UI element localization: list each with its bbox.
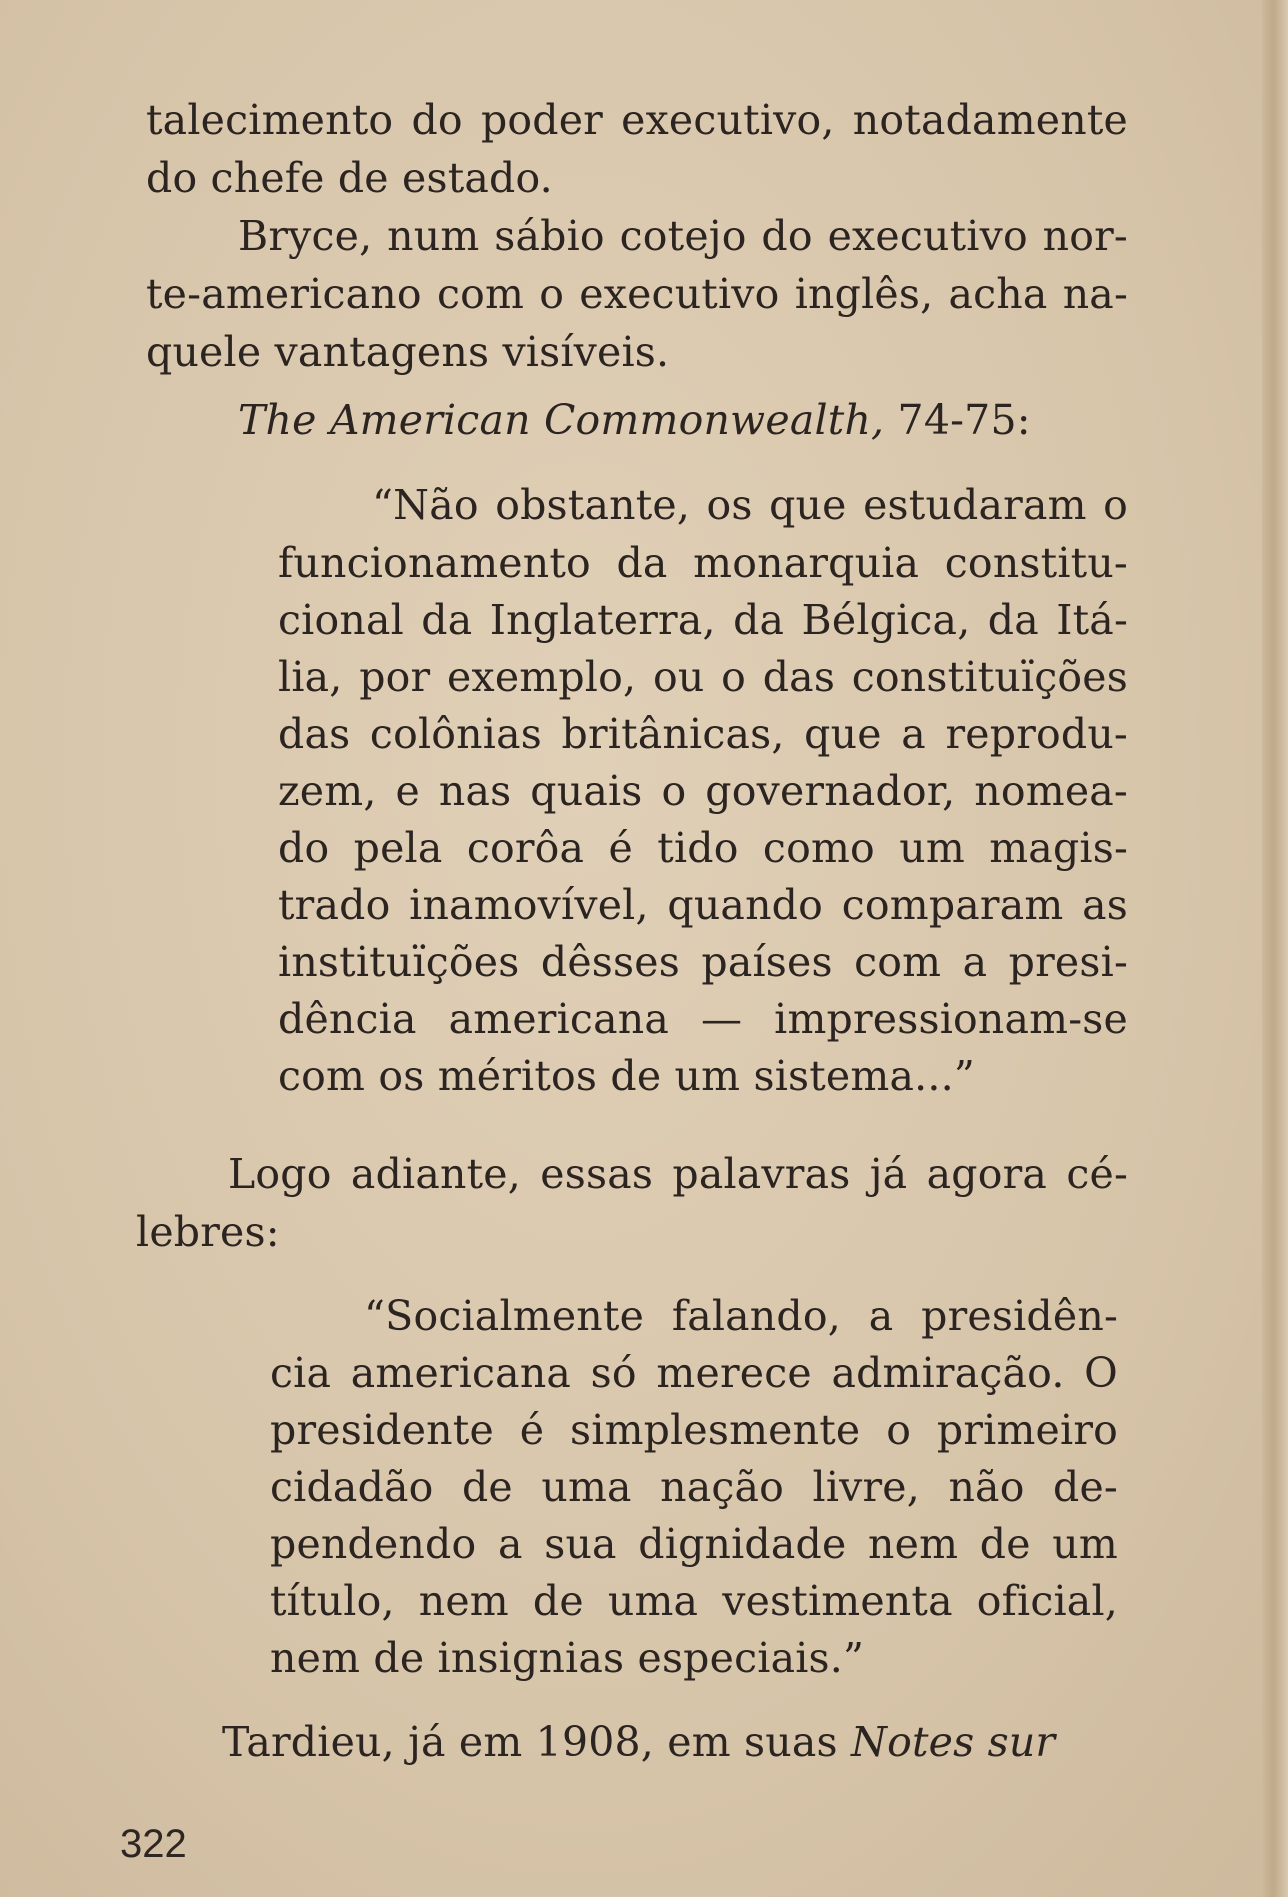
body-line: te-americano com o executivo inglês, acha na- [146, 270, 1128, 318]
quote-line: trado inamovível, quando comparam as [278, 881, 1128, 929]
body-line: do chefe de estado. [146, 154, 553, 202]
quote-line: com os méritos de um sistema...” [278, 1052, 975, 1100]
quote-line: instituïções dêsses países com a presi- [278, 938, 1128, 986]
last-line-text: Tardieu, já em 1908, em suas [222, 1718, 852, 1766]
body-line: Bryce, num sábio cotejo do executivo nor- [238, 212, 1128, 260]
quote-line: “Não obstante, os que estudaram o [372, 481, 1128, 529]
quote-line: cia americana só merece admiração. O [270, 1349, 1118, 1397]
quote-line: do pela corôa é tido como um magis- [278, 824, 1128, 872]
body-line: talecimento do poder executivo, notadamente [146, 96, 1128, 144]
citation-title: The American Commonwealth, [238, 396, 885, 444]
body-line-last [222, 1714, 1055, 1770]
quote-line: dência americana — impressionam-se [278, 995, 1128, 1043]
citation-line [238, 392, 1031, 448]
quote-line: lia, por exemplo, ou o das constituïções [278, 653, 1128, 701]
quote-line: das colônias britânicas, que a reprodu- [278, 710, 1128, 758]
quote-line: funcionamento da monarquia constitu- [278, 539, 1128, 587]
quote-line: “Socialmente falando, a presidên- [364, 1292, 1118, 1340]
quote-line: cional da Inglaterra, da Bélgica, da Itá- [278, 596, 1128, 644]
quote-line: presidente é simplesmente o primeiro [270, 1406, 1118, 1454]
citation-pages: 74-75: [884, 396, 1031, 444]
body-line: Logo adiante, essas palavras já agora cé- [228, 1150, 1128, 1198]
body-line: lebres: [136, 1208, 280, 1256]
last-line-italic: Notes sur [851, 1718, 1056, 1766]
page-number: 322 [120, 1822, 187, 1866]
quote-line: cidadão de uma nação livre, não de- [270, 1463, 1118, 1511]
page-edge [1262, 0, 1288, 1897]
quote-line: nem de insignias especiais.” [270, 1634, 865, 1682]
body-line: quele vantagens visíveis. [146, 328, 670, 376]
quote-line: pendendo a sua dignidade nem de um [270, 1520, 1118, 1568]
quote-line: zem, e nas quais o governador, nomea- [278, 767, 1128, 815]
quote-line: título, nem de uma vestimenta oficial, [270, 1577, 1118, 1625]
